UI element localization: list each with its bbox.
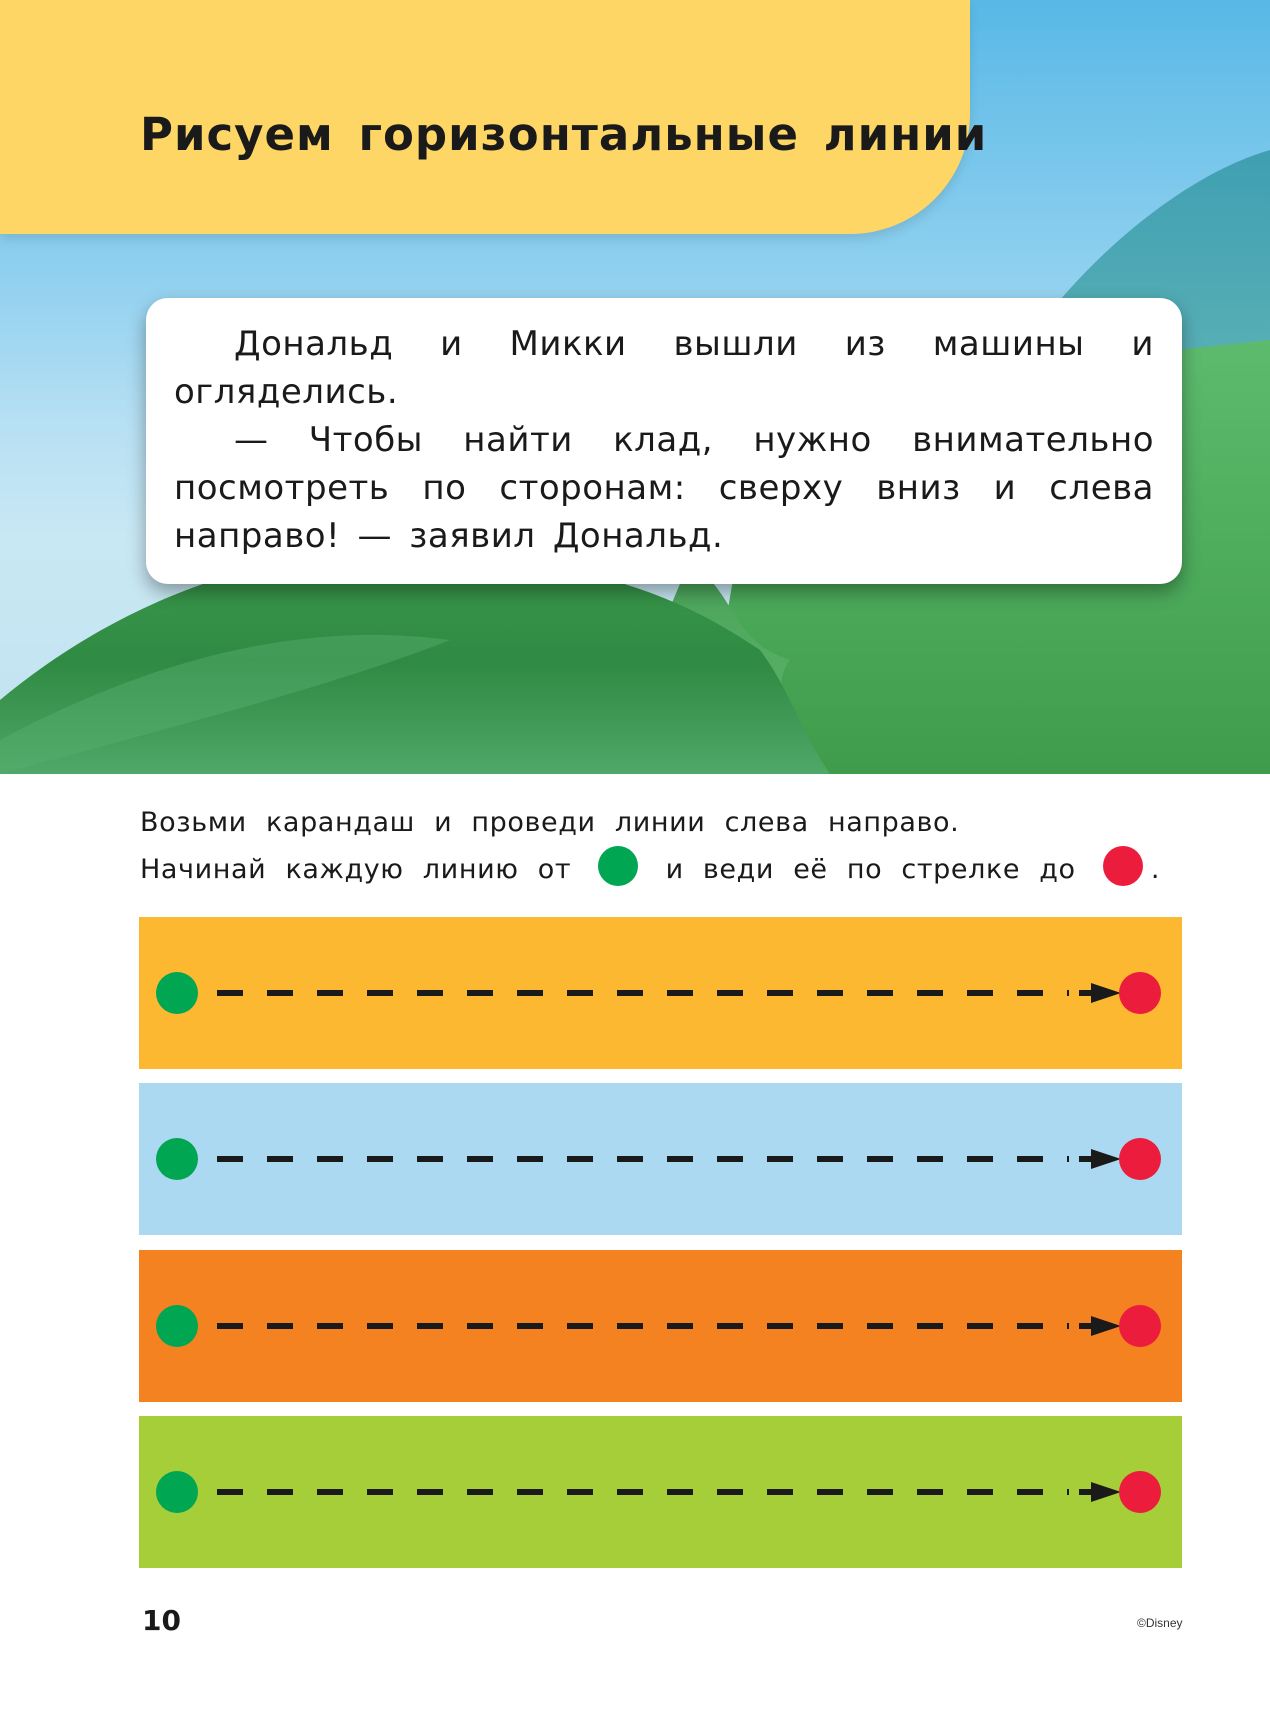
tracing-strip-graphic (139, 917, 1182, 1069)
tracing-strip-graphic (139, 1416, 1182, 1568)
green-start-dot-icon (156, 972, 198, 1014)
instruction-text-start: Начинай каждую линию от (140, 854, 572, 885)
red-end-dot-icon (1103, 846, 1143, 886)
tracing-strip-graphic (139, 1250, 1182, 1402)
tracing-strip-yellow (139, 917, 1182, 1069)
red-end-dot-icon (1119, 1138, 1161, 1180)
green-start-dot-icon (598, 846, 638, 886)
green-start-dot-icon (156, 1305, 198, 1347)
green-start-dot-icon (156, 1138, 198, 1180)
page-title: Рисуем горизонтальные линии (140, 108, 988, 161)
tracing-strip-green (139, 1416, 1182, 1568)
story-paragraph-1: Дональд и Микки вышли из машины и огляделись. (174, 324, 1154, 412)
tracing-strip-graphic (139, 1083, 1182, 1235)
story-paragraph-2: — Чтобы найти клад, нужно внимательно посмотреть по сторонам: сверху вниз и слева направо! — заявил Дональд. (174, 420, 1154, 556)
story-text (174, 320, 1154, 560)
copyright-notice: ©Disney (1137, 1616, 1183, 1630)
instruction-text-end: . (1150, 854, 1161, 885)
green-start-dot-icon (156, 1471, 198, 1513)
story-card (146, 298, 1182, 584)
instruction-line-1: Возьми карандаш и проведи линии слева направо. (140, 807, 960, 838)
page-number: 10 (142, 1604, 181, 1637)
header-illustration (0, 0, 1270, 774)
red-end-dot-icon (1119, 972, 1161, 1014)
tracing-strip-orange (139, 1250, 1182, 1402)
tracing-strip-blue (139, 1083, 1182, 1235)
instructions (140, 800, 1180, 893)
instruction-text-middle: и веди её по стрелке до (665, 854, 1076, 885)
red-end-dot-icon (1119, 1305, 1161, 1347)
instruction-line-2 (140, 846, 1180, 893)
red-end-dot-icon (1119, 1471, 1161, 1513)
